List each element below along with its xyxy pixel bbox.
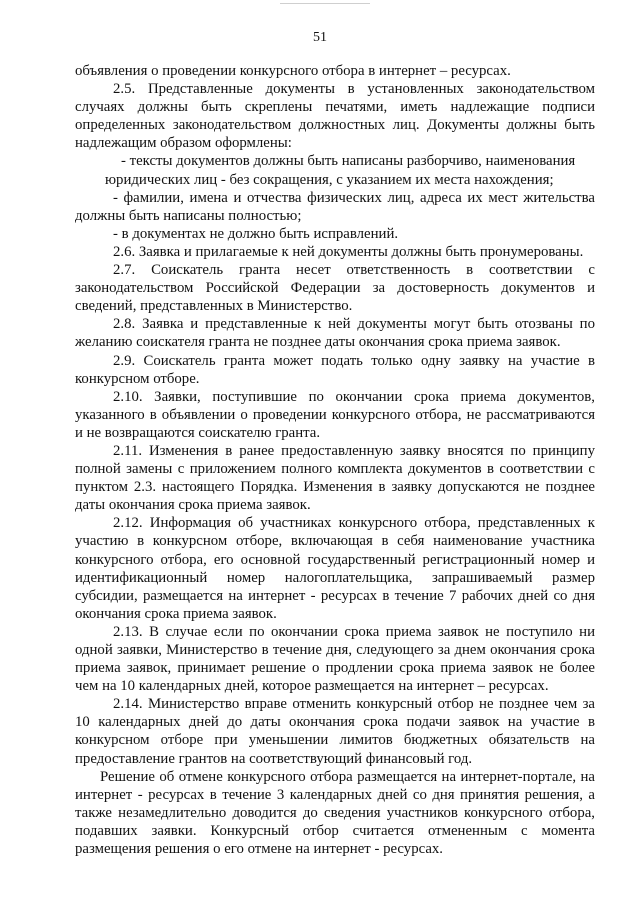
page-number: 51	[313, 30, 327, 45]
paragraph-2-9: 2.9. Соискатель гранта может подать только одну заявку на участие в конкурсном отборе.	[75, 352, 595, 387]
paragraph-2-6: 2.6. Заявка и прилагаемые к ней документы должны быть пронумерованы.	[113, 243, 584, 260]
paragraph-2-5: 2.5. Представленные документы в установленных законодательством случаях должны быть скреплены печатями, иметь надлежащие подписи определенных законодательством должностных лиц. Документы должны быть надлежащим образом оформлены:	[75, 81, 595, 152]
paragraph-2-13: 2.13. В случае если по окончании срока приема заявок не поступило ни одной заявки, Министерство в течение дня, следующего за днем окончания срока приема заявок, принимает решение о продлении срока приема заявок не более чем на 10 календарных дней, которое размещается на интернет – ресурсах.	[75, 623, 595, 695]
paragraph-intro: объявления о проведении конкурсного отбора в интернет – ресурсах.	[75, 63, 511, 79]
paragraph-2-7: 2.7. Соискатель гранта несет ответственность в соответствии с законодательством Российской Федерации за достоверность документов и сведений, представленных в Министерство.	[75, 262, 595, 315]
scan-edge-mark	[280, 0, 370, 4]
paragraph-2-14-cancellation: Решение об отмене конкурсного отбора размещается на интернет-портале, на интернет - ресурсах в течение 3 календарных дней со дня принятия решения, а также незамедлительно доводится до сведения участников конкурсного отбора, подавших заявки. Конкурсный отбор считается отмененным с момента размещения решения о его отмене на интернет - ресурсах.	[75, 768, 595, 858]
paragraph-2-11: 2.11. Изменения в ранее предоставленную заявку вносятся по принципу полной замены с приложением полного комплекта документов в соответствии с пунктом 2.3. настоящего Порядка. Изменения в заявку допускаются не позднее даты окончания срока приема заявок.	[75, 442, 595, 514]
paragraph-2-14: 2.14. Министерство вправе отменить конкурсный отбор не позднее чем за 10 календарных дней до даты окончания срока подачи заявок на участие в конкурсном отборе при уменьшении лимитов бюджетных обязательств на предоставление грантов на соответствующий финансовый год.	[75, 696, 595, 767]
list-item-corrections: - в документах не должно быть исправлений.	[113, 225, 399, 242]
paragraph-2-12: 2.12. Информация об участниках конкурсного отбора, представленных к участию в конкурсном отборе, включающая в себя наименование участника конкурсного отбора, его основной государственный регистрационный номер и идентификационный номер налогоплательщика, запрашиваемый размер субсидии, размещается на интернет - ресурсах в течение 7 рабочих дней со дня окончания срока приема заявок.	[75, 515, 595, 622]
document-body	[75, 62, 595, 858]
list-item-texts: - тексты документов должны быть написаны разборчиво, наименования юридических лиц - без сокращения, с указанием их места нахождения;	[105, 153, 576, 188]
paragraph-2-10: 2.10. Заявки, поступившие по окончании срока приема документов, указанного в объявлении о проведении конкурсного отбора, не рассматриваются и не возвращаются соискателю гранта.	[75, 388, 595, 441]
list-item-names: - фамилии, имена и отчества физических лиц, адреса их мест жительства должны быть написаны полностью;	[75, 189, 595, 224]
paragraph-2-8: 2.8. Заявка и представленные к ней документы могут быть отозваны по желанию соискателя гранта не позднее даты окончания срока приема заявок.	[75, 316, 595, 351]
